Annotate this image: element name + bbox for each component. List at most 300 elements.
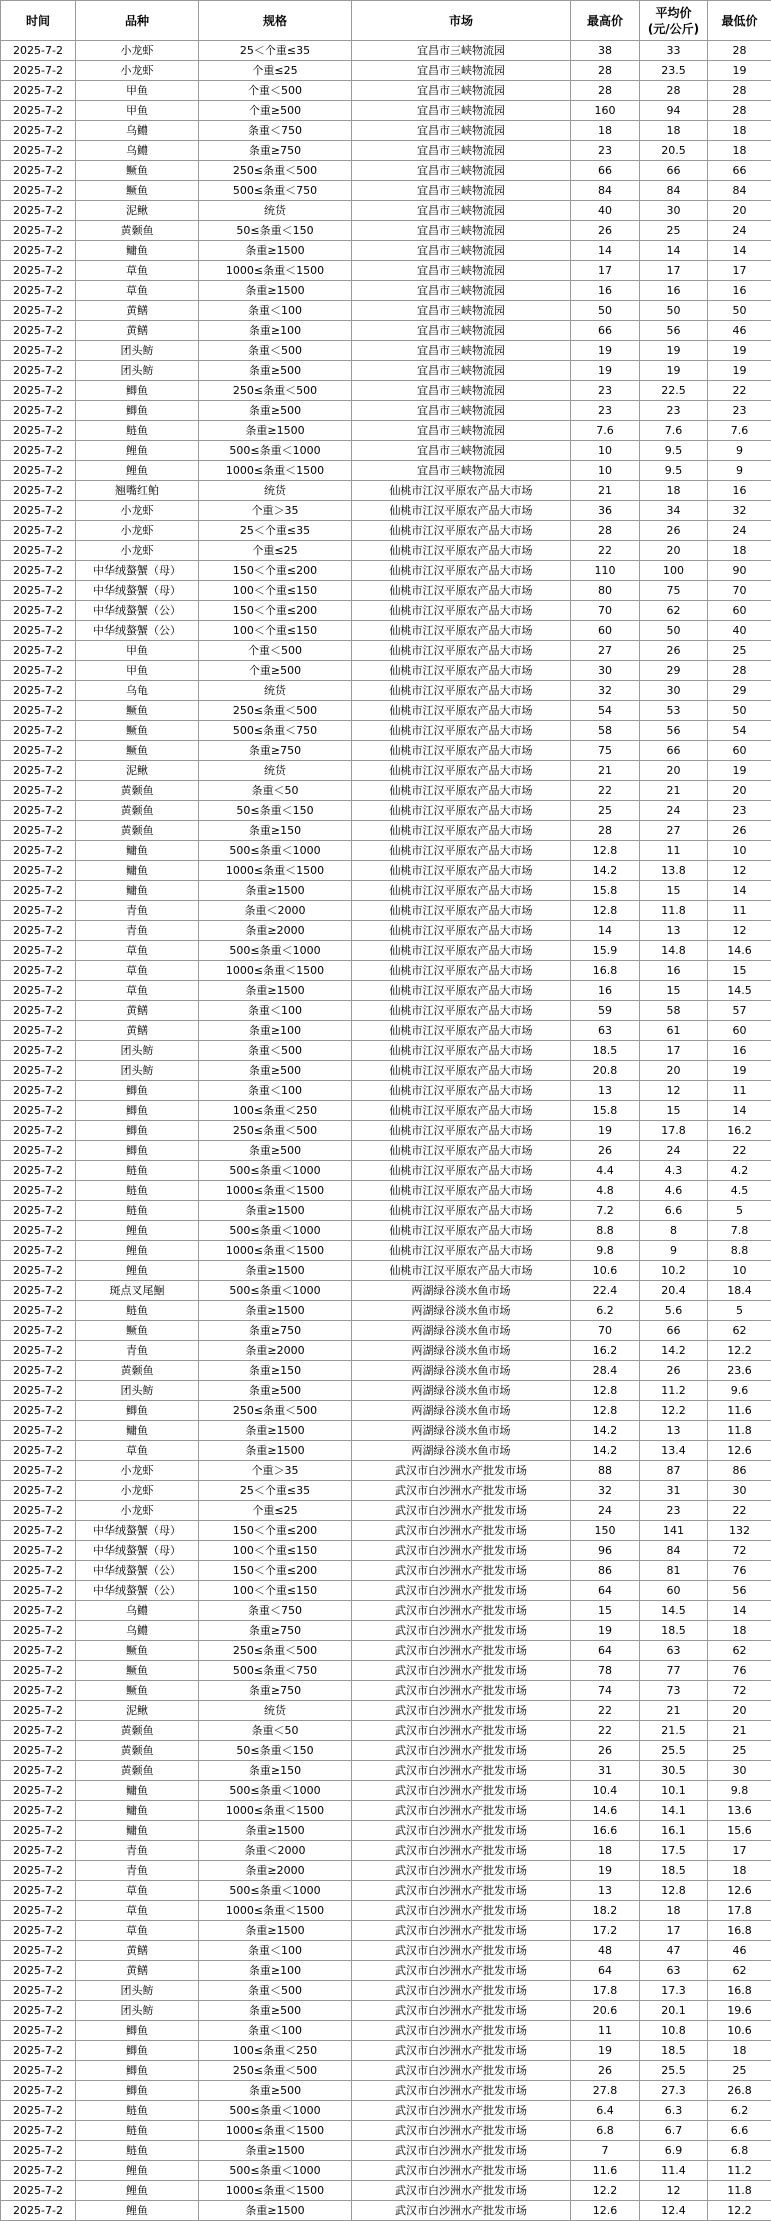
variety-cell: 中华绒螯蟹（母） [76,1541,199,1561]
table-row [1,1981,771,2001]
min-price-cell: 10 [708,841,771,861]
variety-cell: 鲫鱼 [76,2021,199,2041]
date-cell: 2025-7-2 [1,1961,76,1981]
variety-cell: 小龙虾 [76,41,199,61]
table-row [1,361,771,381]
min-price-cell: 14 [708,1601,771,1621]
market-cell: 宜昌市三峡物流园 [352,461,571,481]
market-cell: 武汉市白沙洲水产批发市场 [352,1621,571,1641]
variety-cell: 青鱼 [76,921,199,941]
max-price-cell: 160 [571,101,640,121]
table-row [1,281,771,301]
market-cell: 宜昌市三峡物流园 [352,261,571,281]
min-price-cell: 7.8 [708,1221,771,1241]
table-row [1,1161,771,1181]
market-cell: 仙桃市江汉平原农产品大市场 [352,501,571,521]
date-cell: 2025-7-2 [1,1661,76,1681]
max-price-cell: 64 [571,1641,640,1661]
avg-price-cell: 14 [640,241,708,261]
max-price-cell: 16 [571,281,640,301]
variety-cell: 鳜鱼 [76,721,199,741]
spec-cell: 条重＜100 [199,1081,352,1101]
min-price-cell: 60 [708,601,771,621]
avg-price-cell: 9 [640,1241,708,1261]
min-price-cell: 12.2 [708,2201,771,2221]
spec-cell: 条重≥100 [199,321,352,341]
min-price-cell: 19 [708,341,771,361]
variety-cell: 黄鳝 [76,1001,199,1021]
table-row [1,1421,771,1441]
table-row [1,381,771,401]
avg-price-cell: 17 [640,1921,708,1941]
min-price-cell: 23 [708,801,771,821]
table-row [1,81,771,101]
avg-price-cell: 18.5 [640,2041,708,2061]
table-row [1,1741,771,1761]
market-cell: 宜昌市三峡物流园 [352,321,571,341]
spec-cell: 500≤条重＜1000 [199,1281,352,1301]
date-cell: 2025-7-2 [1,1401,76,1421]
spec-cell: 条重＜50 [199,1721,352,1741]
market-cell: 宜昌市三峡物流园 [352,101,571,121]
variety-cell: 鲫鱼 [76,401,199,421]
market-cell: 仙桃市江汉平原农产品大市场 [352,1001,571,1021]
min-price-cell: 6.6 [708,2121,771,2141]
min-price-cell: 16 [708,281,771,301]
variety-cell: 鳙鱼 [76,1781,199,1801]
market-cell: 武汉市白沙洲水产批发市场 [352,1481,571,1501]
table-row [1,2101,771,2121]
avg-price-cell: 62 [640,601,708,621]
min-price-cell: 19 [708,1061,771,1081]
date-cell: 2025-7-2 [1,1021,76,1041]
min-price-cell: 12.6 [708,1881,771,1901]
min-price-cell: 28 [708,661,771,681]
avg-price-cell: 21 [640,781,708,801]
table-row [1,1821,771,1841]
date-cell: 2025-7-2 [1,161,76,181]
table-row [1,561,771,581]
avg-price-cell: 18 [640,1901,708,1921]
max-price-cell: 11.6 [571,2161,640,2181]
avg-price-cell: 17 [640,261,708,281]
variety-cell: 团头鲂 [76,341,199,361]
table-row [1,1581,771,1601]
min-price-cell: 16.8 [708,1921,771,1941]
max-price-cell: 10 [571,461,640,481]
avg-price-cell: 6.7 [640,2121,708,2141]
market-cell: 武汉市白沙洲水产批发市场 [352,1521,571,1541]
date-cell: 2025-7-2 [1,721,76,741]
market-cell: 仙桃市江汉平原农产品大市场 [352,1041,571,1061]
max-price-cell: 10 [571,441,640,461]
header-market: 市场 [352,1,571,41]
date-cell: 2025-7-2 [1,2181,76,2201]
date-cell: 2025-7-2 [1,981,76,1001]
market-cell: 仙桃市江汉平原农产品大市场 [352,1181,571,1201]
min-price-cell: 11 [708,1081,771,1101]
market-cell: 宜昌市三峡物流园 [352,341,571,361]
date-cell: 2025-7-2 [1,121,76,141]
avg-price-cell: 77 [640,1661,708,1681]
min-price-cell: 25 [708,2061,771,2081]
spec-cell: 500≤条重＜1000 [199,1781,352,1801]
date-cell: 2025-7-2 [1,341,76,361]
avg-price-cell: 8 [640,1221,708,1241]
spec-cell: 100＜个重≤150 [199,581,352,601]
date-cell: 2025-7-2 [1,1421,76,1441]
date-cell: 2025-7-2 [1,1621,76,1641]
max-price-cell: 88 [571,1461,640,1481]
table-row [1,1601,771,1621]
variety-cell: 草鱼 [76,981,199,1001]
spec-cell: 条重＜500 [199,341,352,361]
avg-price-cell: 7.6 [640,421,708,441]
date-cell: 2025-7-2 [1,1501,76,1521]
table-row [1,1841,771,1861]
date-cell: 2025-7-2 [1,621,76,641]
spec-cell: 个重≤25 [199,1501,352,1521]
variety-cell: 鲢鱼 [76,2101,199,2121]
variety-cell: 鲤鱼 [76,1241,199,1261]
variety-cell: 泥鳅 [76,761,199,781]
avg-price-cell: 16.1 [640,1821,708,1841]
max-price-cell: 28 [571,81,640,101]
min-price-cell: 25 [708,641,771,661]
avg-price-cell: 81 [640,1561,708,1581]
avg-price-cell: 84 [640,1541,708,1561]
avg-price-cell: 13.8 [640,861,708,881]
market-cell: 武汉市白沙洲水产批发市场 [352,1841,571,1861]
spec-cell: 条重＜2000 [199,901,352,921]
variety-cell: 鲫鱼 [76,1101,199,1121]
spec-cell: 条重≥1500 [199,1821,352,1841]
table-row [1,341,771,361]
market-cell: 武汉市白沙洲水产批发市场 [352,1821,571,1841]
table-row [1,1061,771,1081]
min-price-cell: 19 [708,361,771,381]
date-cell: 2025-7-2 [1,2141,76,2161]
table-row [1,1961,771,1981]
spec-cell: 条重≥2000 [199,921,352,941]
market-cell: 武汉市白沙洲水产批发市场 [352,2141,571,2161]
variety-cell: 黄颡鱼 [76,1721,199,1741]
max-price-cell: 66 [571,161,640,181]
date-cell: 2025-7-2 [1,141,76,161]
market-cell: 仙桃市江汉平原农产品大市场 [352,981,571,1001]
market-cell: 武汉市白沙洲水产批发市场 [352,1641,571,1661]
table-row [1,1141,771,1161]
market-cell: 武汉市白沙洲水产批发市场 [352,1941,571,1961]
max-price-cell: 14 [571,921,640,941]
spec-cell: 1000≤条重＜1500 [199,261,352,281]
date-cell: 2025-7-2 [1,1241,76,1261]
market-cell: 仙桃市江汉平原农产品大市场 [352,641,571,661]
market-cell: 宜昌市三峡物流园 [352,401,571,421]
date-cell: 2025-7-2 [1,2201,76,2221]
variety-cell: 鲢鱼 [76,1301,199,1321]
avg-price-cell: 63 [640,1961,708,1981]
market-cell: 宜昌市三峡物流园 [352,281,571,301]
variety-cell: 鲫鱼 [76,381,199,401]
avg-price-cell: 17.8 [640,1121,708,1141]
market-cell: 仙桃市江汉平原农产品大市场 [352,921,571,941]
table-row [1,1281,771,1301]
avg-price-cell: 141 [640,1521,708,1541]
spec-cell: 条重≥500 [199,401,352,421]
table-row [1,681,771,701]
table-row [1,1121,771,1141]
variety-cell: 黄鳝 [76,1021,199,1041]
max-price-cell: 14.2 [571,861,640,881]
market-cell: 武汉市白沙洲水产批发市场 [352,1741,571,1761]
min-price-cell: 76 [708,1661,771,1681]
header-variety: 品种 [76,1,199,41]
variety-cell: 鳜鱼 [76,701,199,721]
min-price-cell: 18 [708,2041,771,2061]
date-cell: 2025-7-2 [1,2121,76,2141]
date-cell: 2025-7-2 [1,1381,76,1401]
market-cell: 武汉市白沙洲水产批发市场 [352,1661,571,1681]
date-cell: 2025-7-2 [1,1701,76,1721]
table-row [1,41,771,61]
max-price-cell: 59 [571,1001,640,1021]
max-price-cell: 16.6 [571,1821,640,1841]
max-price-cell: 23 [571,381,640,401]
variety-cell: 草鱼 [76,1881,199,1901]
table-row [1,1761,771,1781]
min-price-cell: 28 [708,81,771,101]
min-price-cell: 17 [708,1841,771,1861]
max-price-cell: 19 [571,1621,640,1641]
avg-price-cell: 27 [640,821,708,841]
max-price-cell: 32 [571,681,640,701]
avg-price-cell: 28 [640,81,708,101]
table-row [1,441,771,461]
market-cell: 仙桃市江汉平原农产品大市场 [352,481,571,501]
spec-cell: 条重≥1500 [199,1301,352,1321]
max-price-cell: 17 [571,261,640,281]
market-cell: 武汉市白沙洲水产批发市场 [352,1901,571,1921]
avg-price-cell: 16 [640,961,708,981]
min-price-cell: 8.8 [708,1241,771,1261]
date-cell: 2025-7-2 [1,1781,76,1801]
variety-cell: 小龙虾 [76,521,199,541]
date-cell: 2025-7-2 [1,1361,76,1381]
avg-price-cell: 15 [640,1101,708,1121]
spec-cell: 个重≤25 [199,61,352,81]
table-row [1,741,771,761]
table-row [1,1901,771,1921]
max-price-cell: 14 [571,241,640,261]
max-price-cell: 8.8 [571,1221,640,1241]
table-row [1,781,771,801]
variety-cell: 草鱼 [76,281,199,301]
spec-cell: 150＜个重≤200 [199,1521,352,1541]
table-row [1,61,771,81]
market-cell: 仙桃市江汉平原农产品大市场 [352,581,571,601]
market-cell: 仙桃市江汉平原农产品大市场 [352,621,571,641]
market-cell: 宜昌市三峡物流园 [352,61,571,81]
table-row [1,761,771,781]
variety-cell: 小龙虾 [76,1481,199,1501]
date-cell: 2025-7-2 [1,1141,76,1161]
table-row [1,1201,771,1221]
min-price-cell: 19 [708,61,771,81]
avg-price-cell: 12 [640,2181,708,2201]
avg-price-cell: 25.5 [640,1741,708,1761]
table-row [1,1861,771,1881]
date-cell: 2025-7-2 [1,1601,76,1621]
variety-cell: 鳜鱼 [76,1681,199,1701]
market-cell: 仙桃市江汉平原农产品大市场 [352,521,571,541]
max-price-cell: 23 [571,401,640,421]
min-price-cell: 14 [708,1101,771,1121]
min-price-cell: 76 [708,1561,771,1581]
variety-cell: 泥鳅 [76,201,199,221]
spec-cell: 条重≥750 [199,1621,352,1641]
spec-cell: 100≤条重＜250 [199,2041,352,2061]
min-price-cell: 6.8 [708,2141,771,2161]
max-price-cell: 19 [571,341,640,361]
market-cell: 宜昌市三峡物流园 [352,361,571,381]
market-cell: 仙桃市江汉平原农产品大市场 [352,541,571,561]
variety-cell: 鲫鱼 [76,2041,199,2061]
variety-cell: 黄鳝 [76,301,199,321]
min-price-cell: 15.6 [708,1821,771,1841]
avg-price-cell: 19 [640,341,708,361]
avg-price-cell: 22.5 [640,381,708,401]
date-cell: 2025-7-2 [1,41,76,61]
max-price-cell: 15 [571,1601,640,1621]
market-cell: 武汉市白沙洲水产批发市场 [352,2041,571,2061]
max-price-cell: 12.6 [571,2201,640,2221]
date-cell: 2025-7-2 [1,221,76,241]
avg-price-cell: 21.5 [640,1721,708,1741]
variety-cell: 中华绒螯蟹（公） [76,1581,199,1601]
avg-price-cell: 23.5 [640,61,708,81]
min-price-cell: 5 [708,1301,771,1321]
max-price-cell: 63 [571,1021,640,1041]
avg-price-cell: 66 [640,161,708,181]
min-price-cell: 12.2 [708,1341,771,1361]
date-cell: 2025-7-2 [1,1921,76,1941]
date-cell: 2025-7-2 [1,601,76,621]
max-price-cell: 22 [571,1721,640,1741]
variety-cell: 甲鱼 [76,81,199,101]
table-row [1,1381,771,1401]
max-price-cell: 27.8 [571,2081,640,2101]
spec-cell: 条重≥150 [199,1361,352,1381]
variety-cell: 鲢鱼 [76,2121,199,2141]
max-price-cell: 66 [571,321,640,341]
variety-cell: 团头鲂 [76,2001,199,2021]
max-price-cell: 14.2 [571,1441,640,1461]
spec-cell: 条重≥500 [199,361,352,381]
max-price-cell: 19 [571,361,640,381]
min-price-cell: 18 [708,1861,771,1881]
date-cell: 2025-7-2 [1,561,76,581]
header-avg-price [640,1,708,41]
avg-price-cell: 6.6 [640,1201,708,1221]
market-cell: 两湖绿谷淡水鱼市场 [352,1301,571,1321]
table-row [1,1501,771,1521]
date-cell: 2025-7-2 [1,1441,76,1461]
min-price-cell: 23.6 [708,1361,771,1381]
variety-cell: 鲫鱼 [76,1081,199,1101]
min-price-cell: 14 [708,241,771,261]
spec-cell: 条重≥2000 [199,1861,352,1881]
max-price-cell: 20.8 [571,1061,640,1081]
max-price-cell: 16.2 [571,1341,640,1361]
market-cell: 两湖绿谷淡水鱼市场 [352,1421,571,1441]
variety-cell: 团头鲂 [76,1061,199,1081]
date-cell: 2025-7-2 [1,781,76,801]
table-row [1,141,771,161]
date-cell: 2025-7-2 [1,401,76,421]
min-price-cell: 11.6 [708,1401,771,1421]
table-row [1,1881,771,1901]
spec-cell: 500≤条重＜1000 [199,841,352,861]
avg-price-cell: 14.2 [640,1341,708,1361]
max-price-cell: 23 [571,141,640,161]
spec-cell: 1000≤条重＜1500 [199,461,352,481]
header-avg-price-label: 平均价 [640,5,707,21]
table-row [1,421,771,441]
avg-price-cell: 12.8 [640,1881,708,1901]
spec-cell: 个重＜500 [199,641,352,661]
market-cell: 宜昌市三峡物流园 [352,421,571,441]
market-cell: 仙桃市江汉平原农产品大市场 [352,741,571,761]
variety-cell: 小龙虾 [76,61,199,81]
max-price-cell: 22 [571,781,640,801]
variety-cell: 鳜鱼 [76,1661,199,1681]
table-row [1,1781,771,1801]
max-price-cell: 11 [571,2021,640,2041]
spec-cell: 500≤条重＜1000 [199,1881,352,1901]
date-cell: 2025-7-2 [1,1221,76,1241]
min-price-cell: 14.5 [708,981,771,1001]
market-cell: 两湖绿谷淡水鱼市场 [352,1321,571,1341]
market-cell: 仙桃市江汉平原农产品大市场 [352,1221,571,1241]
date-cell: 2025-7-2 [1,1181,76,1201]
market-cell: 仙桃市江汉平原农产品大市场 [352,961,571,981]
min-price-cell: 132 [708,1521,771,1541]
min-price-cell: 22 [708,1141,771,1161]
min-price-cell: 50 [708,301,771,321]
max-price-cell: 150 [571,1521,640,1541]
variety-cell: 小龙虾 [76,1461,199,1481]
table-row [1,1001,771,1021]
table-row [1,1401,771,1421]
table-row [1,1801,771,1821]
max-price-cell: 6.4 [571,2101,640,2121]
max-price-cell: 18 [571,121,640,141]
table-row [1,121,771,141]
spec-cell: 条重≥100 [199,1961,352,1981]
date-cell: 2025-7-2 [1,1101,76,1121]
max-price-cell: 40 [571,201,640,221]
variety-cell: 草鱼 [76,1901,199,1921]
market-cell: 两湖绿谷淡水鱼市场 [352,1281,571,1301]
avg-price-cell: 30.5 [640,1761,708,1781]
table-row [1,1181,771,1201]
table-row [1,401,771,421]
spec-cell: 50≤条重＜150 [199,221,352,241]
min-price-cell: 11.8 [708,1421,771,1441]
variety-cell: 鲤鱼 [76,461,199,481]
table-row [1,461,771,481]
